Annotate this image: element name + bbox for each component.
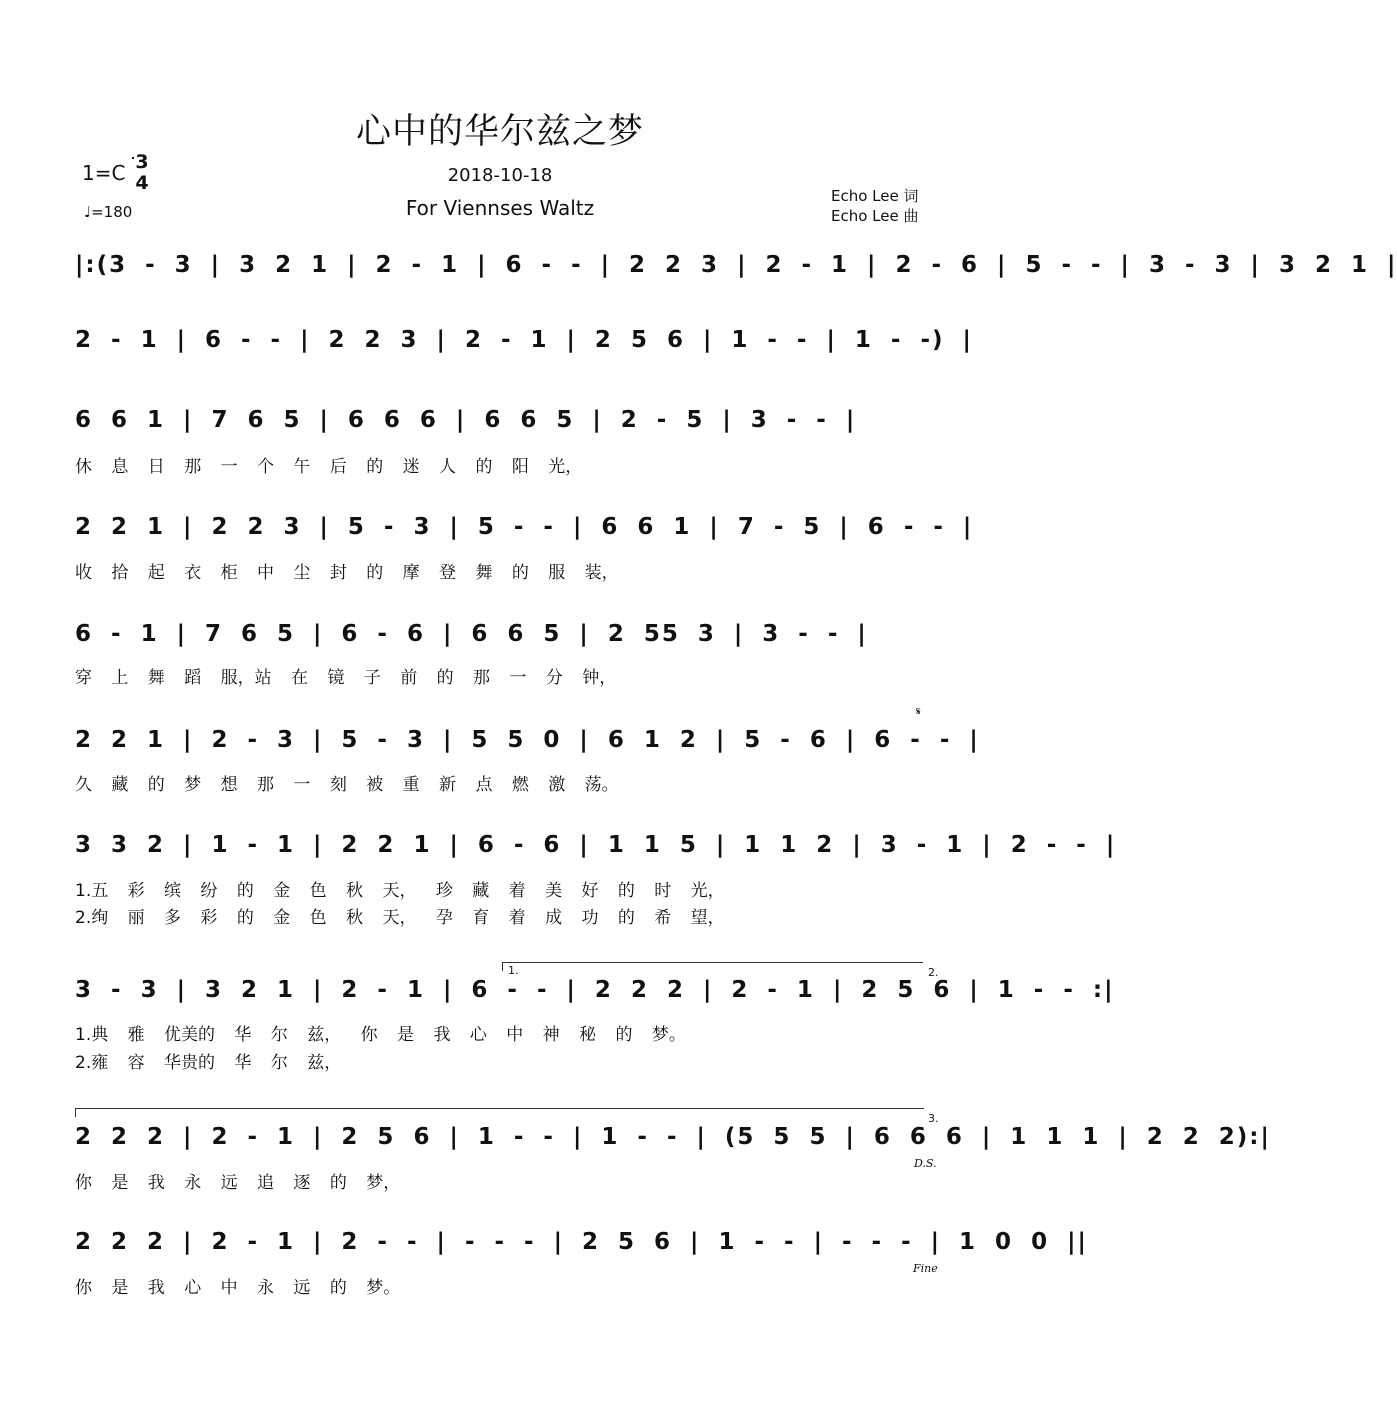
volta-2-label: 2. (928, 966, 939, 979)
time-sig-line (132, 157, 134, 159)
ds-marking: D.S. (914, 1157, 937, 1170)
volta-3-bracket (75, 1108, 924, 1117)
composer: Echo Lee 曲 (831, 207, 919, 225)
score-line (75, 614, 925, 658)
notation-text: 6 - 1 | 7 6 5 | 6 - 6 | 6 6 5 | 2 55 3 | 3 - - | (75, 621, 868, 647)
song-title: 心中的华尔兹之梦 (355, 112, 644, 152)
notation-text: 3 - 3 | 3 2 1 | 2 - 1 | 6 - - | 2 2 2 | 2 - 1 | 2 5 6 | 1 - - :| (75, 977, 1115, 1003)
date: 2018-10-18 (447, 165, 553, 186)
score-line (75, 825, 1117, 869)
score-line (75, 1117, 1271, 1161)
score-line (75, 320, 973, 364)
lyric-line: 你 是 我 永 远 追 逐 的 梦， (75, 1173, 401, 1193)
notation-text: 2 2 2 | 2 - 1 | 2 - - | - - - | 2 5 6 | 1 - - | - - - | 1 0 0 || (75, 1229, 1088, 1255)
score-line (75, 245, 1397, 289)
volta-1-label: 1. (508, 964, 519, 977)
tempo-value: =180 (91, 203, 133, 221)
lyric-line: 2.绚 丽 多 彩 的 金 色 秋 天， 孕 育 着 成 功 的 希 望， (75, 908, 725, 928)
score-line (75, 507, 974, 551)
credits (831, 186, 919, 226)
notation-text: 2 2 2 | 2 - 1 | 2 5 6 | 1 - - | 1 - - | (5 5 5 | 6 6 6 | 1 1 1 | 2 2 2):| (75, 1124, 1271, 1150)
notation-text: |:(3 - 3 | 3 2 1 | 2 - 1 | 6 - - | 2 2 3 | 2 - 1 | 2 - 6 | 5 - - | 3 - 3 | 3 2 1 | (75, 252, 1397, 278)
lyricist: Echo Lee 词 (831, 187, 919, 205)
lyric-line: 穿 上 舞 蹈 服，站 在 镜 子 前 的 那 一 分 钟， (75, 668, 617, 688)
notation-text: 3 3 2 | 1 - 1 | 2 2 1 | 6 - 6 | 1 1 5 | 1 1 2 | 3 - 1 | 2 - - | (75, 832, 1117, 858)
time-sig-top: 3 (135, 151, 149, 173)
lyric-line: 休 息 日 那 一 个 午 后 的 迷 人 的 阳 光， (75, 457, 583, 477)
lyric-line: 1.五 彩 缤 纷 的 金 色 秋 天， 珍 藏 着 美 好 的 时 光， (75, 881, 725, 901)
lyric-line: 2.雍 容 华贵的 华 尔 兹， (75, 1053, 342, 1073)
volta-3-label: 3. (928, 1112, 939, 1125)
quarter-note-icon: ♩ (84, 203, 92, 221)
score-line (75, 1222, 1088, 1266)
notation-text: 6 6 1 | 7 6 5 | 6 6 6 | 6 6 5 | 2 - 5 | 3 - - | (75, 407, 857, 433)
score-line (75, 720, 980, 764)
subtitle: For Viennses Waltz (405, 196, 595, 220)
lyric-line: 收 拾 起 衣 柜 中 尘 封 的 摩 登 舞 的 服 装， (75, 563, 619, 583)
notation-text: 2 - 1 | 6 - - | 2 2 3 | 2 - 1 | 2 5 6 | 1 - - | 1 - -) | (75, 327, 973, 353)
fine-marking: Fine (913, 1262, 938, 1275)
score-line (75, 400, 925, 444)
notation-text: 2 2 1 | 2 2 3 | 5 - 3 | 5 - - | 6 6 1 | 7 - 5 | 6 - - | (75, 514, 974, 540)
score-line (75, 970, 1115, 1014)
notation-text: 2 2 1 | 2 - 3 | 5 - 3 | 5 5 0 | 6 1 2 | 5 - 6 | 6 - - | (75, 727, 980, 753)
segno-icon: 𝄋 (916, 705, 921, 718)
lyric-line: 你 是 我 心 中 永 远 的 梦。 (75, 1278, 401, 1298)
time-sig-bottom: 4 (135, 172, 149, 194)
lyric-line: 1.典 雅 优美的 华 尔 兹， 你 是 我 心 中 神 秘 的 梦。 (75, 1025, 686, 1045)
key-signature: 1=C (82, 161, 126, 185)
lyric-line: 久 藏 的 梦 想 那 一 刻 被 重 新 点 燃 激 荡。 (75, 775, 619, 795)
volta-1-bracket (502, 962, 923, 971)
